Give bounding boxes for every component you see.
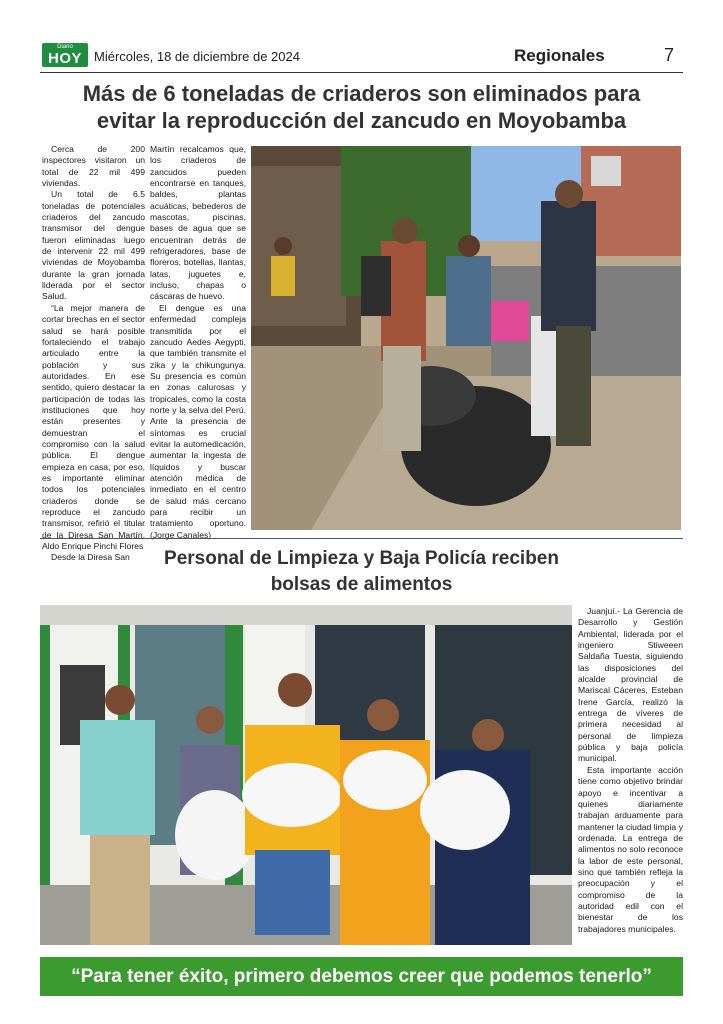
article2-photo — [40, 605, 572, 945]
article2-headline — [40, 546, 683, 598]
logo-big-text: HOY — [47, 50, 82, 67]
article1-column2 — [150, 144, 246, 541]
article1-paragraph: “La mejor manera de cortar brechas en el sector salud se hará posible fortaleciendo el trabajo articulado entre la población y sus autoridades. En ese sentido, quiero destacar la participación de todas las instituciones que hoy están presentes y demuestran el compromiso con la salud pública. El dengue empieza en casa, por eso, es importante eliminar todos los potenciales criaderos donde se reproduce el zancudo transmisor, refirió el titular de la Diresa San Martín, Aldo Enrique Pinchi Flores — [42, 302, 145, 552]
article-separator — [40, 538, 683, 539]
article2-paragraph: Juanjuí.- La Gerencia de Desarrollo y Gestión Ambiental, liderada por el ingeniero Stiweeen Saldaña Tuesta, siguiendo las disposiciones del alcalde provincial de Mariscal Cáceres, Esteban Irene García, realizó la entrega de víveres de primera necesidad al personal de limpieza pública y baja policía municipal. — [578, 606, 683, 764]
article1-paragraph: Desde la Diresa San — [51, 552, 130, 563]
quote-banner: “Para tener éxito, primero debemos creer que podemos tenerlo” — [40, 957, 683, 996]
article2-paragraph: Esta importante acción tiene como objetivo brindar apoyo e incentivar a quienes diariamente trabajan arduamente para mantener la ciudad limpia y ordenada. La entrega de alimentos no solo reconoce la labor de este personal, sino que también refleja la preocupación y el compromiso de la autoridad edil con el bienestar de los trabajadores municipales. — [578, 764, 683, 934]
article2-headline-line2: bolsas de alimentos — [270, 574, 453, 595]
newspaper-logo — [42, 43, 88, 67]
article1-headline-line2: evitar la reproducción del zancudo en Moyobamba — [96, 108, 627, 133]
article1-headline-line1: Más de 6 toneladas de criaderos son eliminados para — [82, 81, 641, 106]
section-name: Regionales — [514, 46, 605, 65]
issue-date: Miércoles, 18 de diciembre de 2024 — [94, 49, 300, 64]
page-number: 7 — [664, 45, 675, 65]
article1-paragraph: Cerca de 200 inspectores visitaron un total de 22 mil 499 viviendas. — [42, 144, 145, 189]
article1-paragraph: El dengue es una enfermedad compleja transmitida por el zancudo Aedes Aegypti, que también transmite el zika y la chikungunya. Su presencia es común en zonas calurosas y tropicales, como la costa norte y la selva del Perú. Ante la presencia de síntomas es crucial evitar la automedicación, aumentar la ingesta de líquidos y buscar atención médica de inmediato en el centro de salud más cercano para recibir un tratamiento oportuno. (Jorge Canales) — [150, 302, 246, 540]
article1-headline — [40, 80, 683, 134]
article1-column1 — [42, 144, 145, 564]
article2-headline-line1: Personal de Limpieza y Baja Policía reciben — [164, 548, 559, 569]
header-rule — [40, 72, 683, 73]
article1-paragraph: Martín recalcamos que, los criaderos de zancudos pueden encontrarse en tanques, baldes, plantas acuáticas, bebederos de mascotas, piscinas, bases de agua que se encuentran detrás de refrigeradores, base de floreros, botellas, llantas, latas, juguetes e, incluso, chapas o cáscaras de huevo. — [150, 144, 246, 302]
logo-small-text: Diario — [57, 44, 73, 50]
food-delivery-photo — [40, 605, 572, 945]
dengue-campaign-photo — [251, 146, 681, 530]
article1-photo — [251, 146, 681, 530]
article1-paragraph: Un total de 6.5 toneladas de potenciales criaderos del zancudo transmisor del dengue fueron eliminadas luego de intervenir 22 mil 499 viviendas de Moyobamba durante la gran jornada liderada por el sector Salud. — [42, 189, 145, 302]
article2-column — [578, 606, 683, 935]
